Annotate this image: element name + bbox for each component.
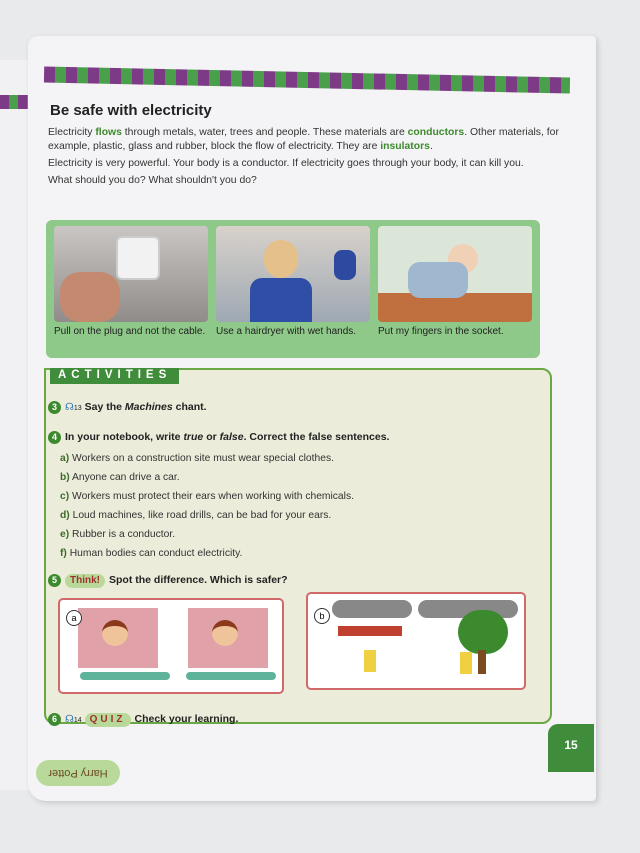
list-item: b) Anyone can drive a car. — [60, 472, 180, 483]
list-item: d) Loud machines, like road drills, can be bad for your ears. — [60, 510, 332, 521]
caption-hairdryer: Use a hairdryer with wet hands. — [216, 326, 357, 337]
label-a: a — [66, 610, 82, 626]
activity-5: 5 Think! Spot the difference. Which is safer? — [48, 573, 288, 588]
photo-baby-socket — [378, 226, 532, 322]
caption-socket: Put my fingers in the socket. — [378, 326, 504, 337]
list-item: e) Rubber is a conductor. — [60, 529, 176, 540]
intro-text — [48, 126, 578, 191]
question-paragraph: What should you do? What shouldn't you do? — [48, 175, 257, 186]
headphones-icon: ☊ — [65, 402, 74, 413]
picture-b — [306, 592, 526, 690]
caption-plug: Pull on the plug and not the cable. — [54, 326, 206, 337]
intro-paragraph: Electricity flows through metals, water, trees and people. These materials are conductors. Other materials, for example, plastic, glass and rubber, block the flow of electricity. They are insulators. — [48, 127, 559, 152]
activity-4: 4 In your notebook, write true or false. Correct the false sentences. — [48, 430, 389, 444]
label-b: b — [314, 608, 330, 624]
list-item: c) Workers must protect their ears when working with chemicals. — [60, 491, 354, 502]
page-number: 15 — [548, 724, 594, 772]
activity-3: 3 ☊13 Say the Machines chant. — [48, 400, 207, 416]
photo-plug — [54, 226, 208, 322]
activities-header: ACTIVITIES — [50, 368, 179, 384]
photo-hairdryer — [216, 226, 370, 322]
list-item: f) Human bodies can conduct electricity. — [60, 548, 243, 559]
list-item: a) Workers on a construction site must wear special clothes. — [60, 453, 334, 464]
warning-paragraph: Electricity is very powerful. Your body is a conductor. If electricity goes through your body, it can kill you. — [48, 158, 524, 169]
headphones-icon: ☊ — [65, 714, 74, 725]
footer-logo: Harry Potter — [36, 760, 120, 786]
picture-a — [58, 598, 284, 694]
activity-6: 6 ☊14 QUIZ Check your learning. — [48, 712, 238, 728]
photo-strip — [46, 220, 540, 358]
page-title: Be safe with electricity — [50, 102, 212, 119]
